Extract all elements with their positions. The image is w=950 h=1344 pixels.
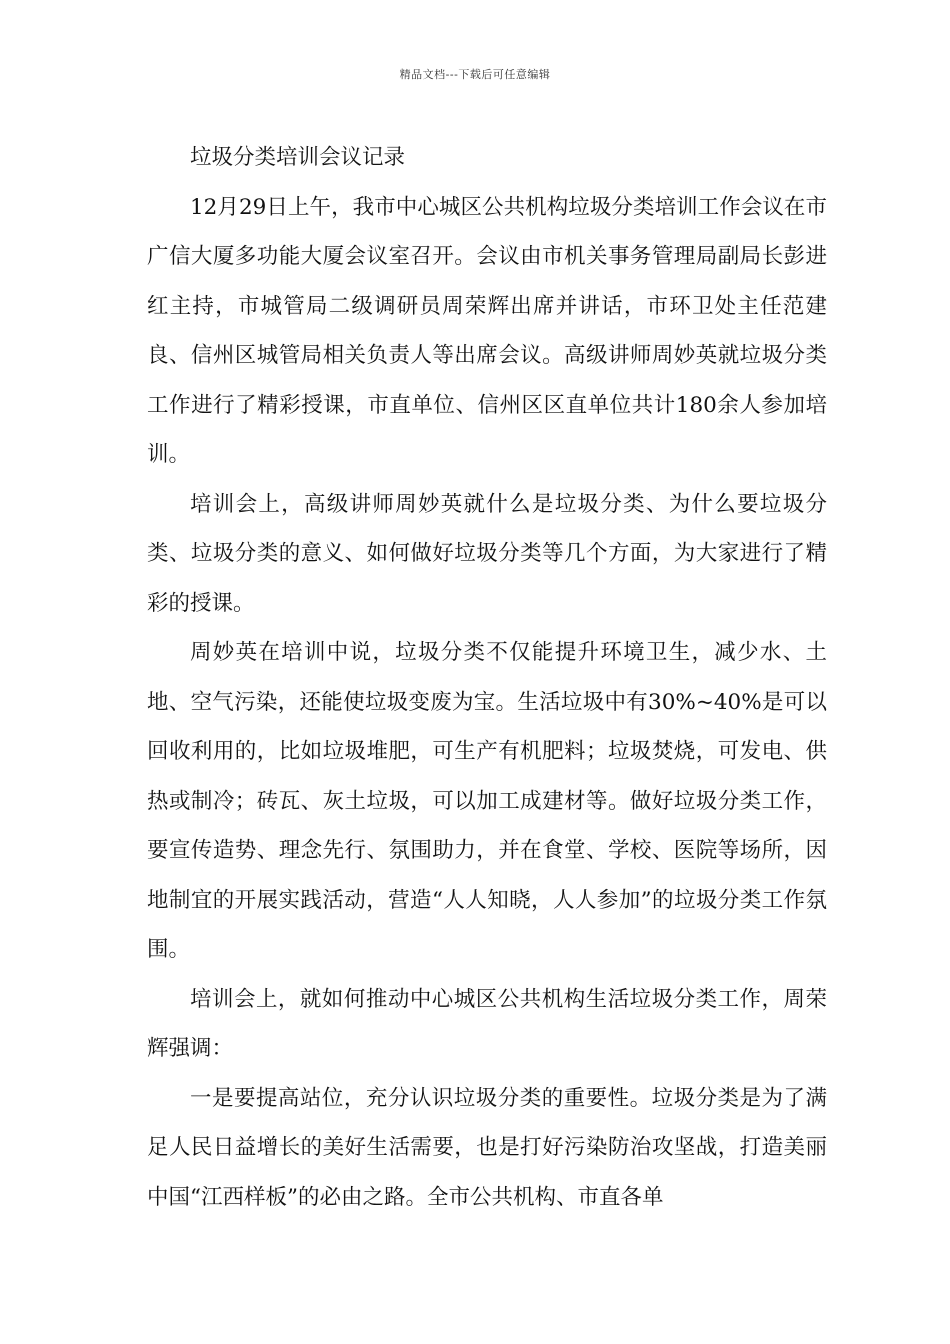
document-title: 垃圾分类培训会议记录 [190,145,406,170]
document-body [147,133,827,1222]
paragraph-3: 周妙英在培训中说，垃圾分类不仅能提升环境卫生，减少水、土地、空气污染，还能使垃圾变废为宝。生活垃圾中有30%~40%是可以回收利用的，比如垃圾堆肥，可生产有机肥料；垃圾焚烧，可发电、供热或制冷；砖瓦、灰土垃圾，可以加工成建材等。做好垃圾分类工作，要宣传造势、理念先行、氛围助力，并在食堂、学校、医院等场所，因地制宜的开展实践活动，营造“人人知晓，人人参加”的垃圾分类工作氛围。 [147,640,827,962]
paragraph-2: 培训会上，高级讲师周妙英就什么是垃圾分类、为什么要垃圾分类、垃圾分类的意义、如何做好垃圾分类等几个方面，为大家进行了精彩的授课。 [147,491,827,616]
paragraph-4: 培训会上，就如何推动中心城区公共机构生活垃圾分类工作，周荣辉强调： [147,986,827,1061]
paragraph-5: 一是要提高站位，充分认识垃圾分类的重要性。垃圾分类是为了满足人民日益增长的美好生活需要，也是打好污染防治攻坚战，打造美丽中国“江西样板”的必由之路。全市公共机构、市直各单 [147,1085,827,1210]
page-header: 精品文档---下载后可任意编辑 [399,68,551,81]
paragraph-1: 12月29日上午，我市中心城区公共机构垃圾分类培训工作会议在市广信大厦多功能大厦会议室召开。会议由市机关事务管理局副局长彭进红主持，市城管局二级调研员周荣辉出席并讲话，市环卫处主任范建良、信州区城管局相关负责人等出席会议。高级讲师周妙英就垃圾分类工作进行了精彩授课，市直单位、信州区区直单位共计180余人参加培训。 [147,194,827,467]
